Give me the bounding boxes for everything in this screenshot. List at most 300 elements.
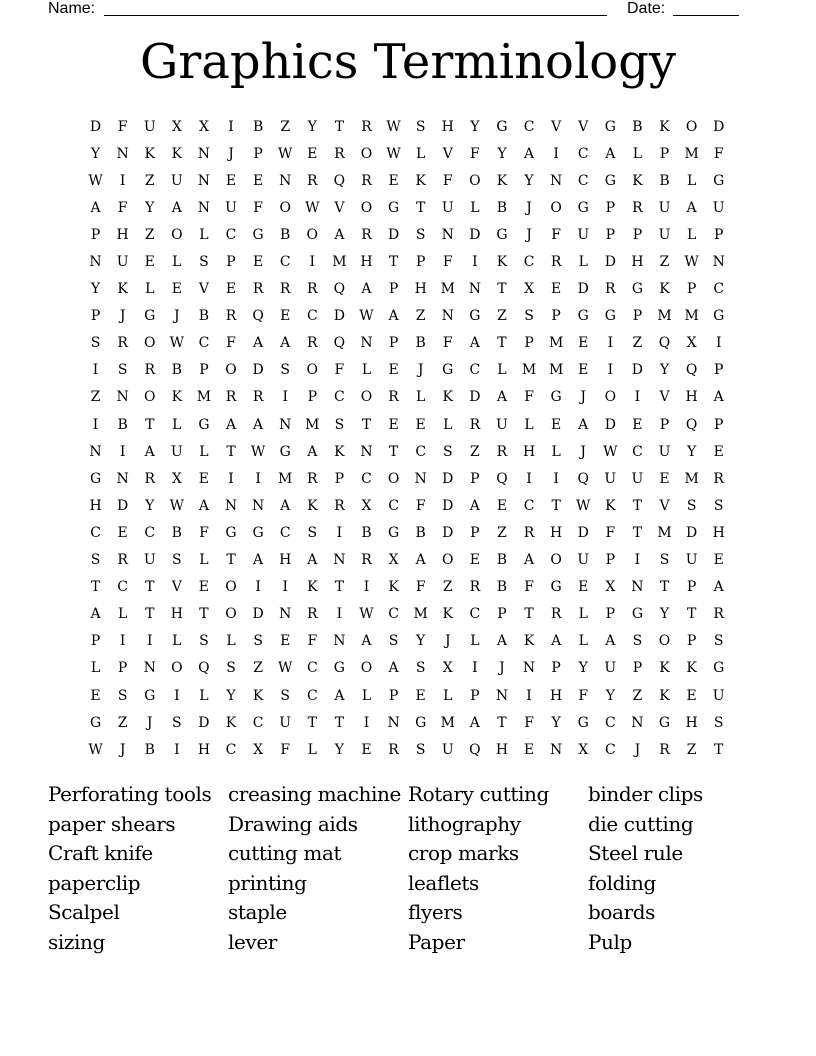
grid-letter: S xyxy=(415,741,426,758)
grid-letter: E xyxy=(225,281,237,298)
grid-letter: Y xyxy=(605,687,615,704)
grid-letter: Y xyxy=(90,145,101,162)
grid-letter: K xyxy=(307,497,318,514)
grid-letter: V xyxy=(578,118,589,135)
grid-letter: L xyxy=(172,416,182,433)
grid-letter: H xyxy=(116,226,129,243)
grid-letter: K xyxy=(659,118,670,135)
grid-letter: N xyxy=(522,660,536,677)
grid-letter: K xyxy=(659,281,670,298)
grid-letter: L xyxy=(90,660,101,677)
grid-letter: P xyxy=(686,579,697,596)
grid-letter: A xyxy=(523,552,535,569)
grid-letter: L xyxy=(416,145,426,162)
grid-letter: P xyxy=(307,389,317,406)
grid-letter: O xyxy=(225,362,237,379)
grid-letter: I xyxy=(119,443,126,460)
grid-letter: W xyxy=(250,443,266,460)
grid-letter: N xyxy=(116,470,129,487)
grid-letter: D xyxy=(685,524,698,541)
grid-letter: G xyxy=(496,226,508,243)
grid-letter: K xyxy=(388,579,399,596)
grid-letter: L xyxy=(443,416,453,433)
grid-letter: T xyxy=(199,606,209,623)
name-blank-line xyxy=(104,15,607,16)
grid-letter: W xyxy=(386,118,401,135)
grid-letter: C xyxy=(279,254,291,271)
grid-letter: W xyxy=(278,660,293,677)
grid-letter: D xyxy=(604,254,616,271)
grid-letter: T xyxy=(388,443,399,460)
grid-letter: S xyxy=(117,362,128,379)
grid-letter: U xyxy=(658,443,671,460)
grid-letter: P xyxy=(470,524,480,541)
grid-letter: E xyxy=(686,687,697,704)
grid-letter: T xyxy=(686,606,697,623)
grid-letter: T xyxy=(145,606,155,623)
grid-letter: J xyxy=(499,660,505,677)
grid-letter: P xyxy=(632,226,643,243)
grid-letter: M xyxy=(684,145,699,162)
grid-letter: L xyxy=(632,145,643,162)
grid-letter: Y xyxy=(307,118,317,135)
grid-letter: R xyxy=(252,389,264,406)
grid-letter: D xyxy=(252,362,264,379)
grid-letter: P xyxy=(605,199,616,216)
grid-letter: S xyxy=(632,633,643,650)
grid-letter: R xyxy=(117,335,128,352)
grid-letter: T xyxy=(226,552,236,569)
grid-letter: C xyxy=(90,524,101,541)
grid-letter: N xyxy=(360,335,373,352)
grid-letter: N xyxy=(116,389,129,406)
grid-letter: P xyxy=(551,308,561,325)
grid-letter: U xyxy=(631,470,644,487)
grid-letter: D xyxy=(577,524,589,541)
grid-letter: L xyxy=(578,254,588,271)
grid-letter: I xyxy=(526,470,532,487)
grid-letter: I xyxy=(228,470,234,487)
grid-letter: N xyxy=(279,416,292,433)
grid-letter: S xyxy=(90,552,101,569)
grid-letter: G xyxy=(631,281,644,298)
grid-letter: G xyxy=(387,199,400,216)
grid-letter: P xyxy=(551,660,561,677)
grid-letter: S xyxy=(280,362,290,379)
grid-letter: B xyxy=(496,579,508,596)
grid-letter: O xyxy=(143,389,156,406)
grid-letter: R xyxy=(361,118,372,135)
grid-letter: S xyxy=(172,552,182,569)
grid-letter: P xyxy=(686,633,697,650)
grid-letter: E xyxy=(632,416,643,433)
grid-letter: J xyxy=(417,362,424,379)
grid-letter: W xyxy=(359,606,374,623)
grid-letter: U xyxy=(604,470,617,487)
grid-letter: N xyxy=(143,660,156,677)
grid-letter: I xyxy=(255,579,261,596)
grid-letter: M xyxy=(657,524,672,541)
grid-letter: O xyxy=(225,606,237,623)
grid-letter: C xyxy=(117,579,128,596)
grid-letter: G xyxy=(333,660,345,677)
grid-letter: T xyxy=(334,714,345,731)
grid-letter: R xyxy=(279,281,291,298)
grid-letter: Y xyxy=(551,714,561,731)
grid-letter: L xyxy=(199,552,209,569)
grid-letter: L xyxy=(551,443,561,460)
grid-letter: N xyxy=(495,687,509,704)
word-bank-item: Paper xyxy=(408,929,465,954)
grid-letter: L xyxy=(199,687,209,704)
grid-letter: Y xyxy=(659,606,670,623)
grid-letter: X xyxy=(361,497,372,514)
grid-letter: S xyxy=(253,633,263,650)
grid-letter: Y xyxy=(334,741,345,758)
grid-letter: H xyxy=(550,687,563,704)
grid-letter: C xyxy=(144,524,156,541)
grid-letter: N xyxy=(441,226,454,243)
grid-letter: A xyxy=(171,199,182,216)
grid-letter: I xyxy=(119,633,126,650)
grid-letter: H xyxy=(495,741,509,758)
grid-letter: V xyxy=(334,199,345,216)
grid-letter: T xyxy=(714,741,724,758)
grid-letter: B xyxy=(117,416,128,433)
grid-letter: J xyxy=(580,389,587,406)
grid-letter: Y xyxy=(470,118,480,135)
grid-letter: M xyxy=(548,362,564,379)
grid-letter: H xyxy=(631,254,644,271)
grid-letter: J xyxy=(444,633,451,650)
grid-letter: A xyxy=(198,497,209,514)
grid-letter: I xyxy=(174,687,180,704)
grid-letter: P xyxy=(388,281,399,298)
grid-letter: K xyxy=(334,443,345,460)
grid-letter: P xyxy=(90,226,101,243)
grid-letter: A xyxy=(388,308,399,325)
grid-letter: L xyxy=(145,281,155,298)
grid-letter: U xyxy=(577,552,590,569)
word-bank-item: binder clips xyxy=(588,782,703,806)
grid-letter: O xyxy=(279,199,291,216)
grid-letter: Q xyxy=(198,660,210,677)
grid-letter: E xyxy=(659,470,670,487)
grid-letter: K xyxy=(632,172,643,189)
word-bank-item: Perforating tools xyxy=(48,782,212,806)
grid-letter: L xyxy=(578,633,588,650)
grid-letter: Z xyxy=(144,172,155,189)
grid-letter: I xyxy=(336,524,343,541)
grid-letter: T xyxy=(226,443,236,460)
grid-letter: R xyxy=(388,389,399,406)
grid-letter: O xyxy=(442,552,454,569)
word-bank-item: Drawing aids xyxy=(228,811,358,836)
grid-letter: K xyxy=(415,172,426,189)
grid-letter: O xyxy=(143,335,156,352)
grid-letter: L xyxy=(199,443,209,460)
grid-letter: T xyxy=(497,714,507,731)
grid-letter: E xyxy=(307,145,318,162)
grid-letter: U xyxy=(496,416,508,433)
grid-letter: D xyxy=(198,714,210,731)
grid-letter: C xyxy=(632,443,643,460)
grid-letter: G xyxy=(550,579,562,596)
grid-letter: K xyxy=(523,633,535,650)
grid-letter: E xyxy=(280,308,291,325)
grid-letter: O xyxy=(360,145,373,162)
grid-letter: R xyxy=(469,579,481,596)
grid-letter: W xyxy=(603,443,618,460)
grid-letter: U xyxy=(441,199,454,216)
grid-letter: R xyxy=(361,552,372,569)
grid-letter: H xyxy=(170,606,183,623)
grid-letter: E xyxy=(551,281,562,298)
grid-letter: U xyxy=(170,172,183,189)
grid-letter: S xyxy=(280,687,290,704)
grid-letter: L xyxy=(443,687,453,704)
grid-letter: S xyxy=(659,552,670,569)
grid-letter: D xyxy=(442,524,454,541)
grid-letter: G xyxy=(658,714,671,731)
grid-letter: P xyxy=(117,660,128,677)
grid-letter: P xyxy=(605,552,616,569)
grid-letter: F xyxy=(307,633,318,650)
grid-letter: S xyxy=(686,497,697,514)
grid-letter: Q xyxy=(496,470,508,487)
grid-letter: J xyxy=(174,308,180,325)
grid-letter: Y xyxy=(578,660,588,677)
grid-letter: U xyxy=(116,254,129,271)
grid-letter: N xyxy=(468,281,481,298)
grid-letter: M xyxy=(440,714,455,731)
grid-letter: A xyxy=(253,416,264,433)
grid-letter: F xyxy=(551,226,561,243)
grid-letter: S xyxy=(415,226,426,243)
grid-letter: G xyxy=(415,714,427,731)
grid-letter: K xyxy=(117,281,128,298)
grid-letter: E xyxy=(713,443,724,460)
grid-letter: N xyxy=(441,308,454,325)
grid-letter: R xyxy=(361,172,372,189)
grid-letter: D xyxy=(333,308,345,325)
grid-letter: N xyxy=(414,470,427,487)
grid-letter: D xyxy=(387,226,400,243)
grid-letter: A xyxy=(280,335,291,352)
grid-letter: Y xyxy=(226,687,236,704)
grid-letter: A xyxy=(307,443,318,460)
grid-letter: R xyxy=(388,741,399,758)
grid-letter: L xyxy=(578,606,588,623)
grid-letter: T xyxy=(334,579,345,596)
grid-letter: T xyxy=(497,281,507,298)
grid-letter: K xyxy=(144,145,155,162)
grid-letter: H xyxy=(197,741,211,758)
grid-letter: W xyxy=(169,497,185,514)
grid-letter: R xyxy=(659,741,670,758)
grid-letter: U xyxy=(685,552,698,569)
grid-letter: E xyxy=(171,281,182,298)
grid-letter: S xyxy=(713,497,724,514)
grid-letter: Z xyxy=(632,687,643,704)
grid-letter: T xyxy=(361,416,372,433)
grid-letter: G xyxy=(144,687,156,704)
grid-letter: X xyxy=(388,552,399,569)
grid-letter: E xyxy=(388,362,399,379)
grid-letter: B xyxy=(280,226,291,243)
grid-letter: M xyxy=(657,308,672,325)
grid-letter: R xyxy=(252,281,264,298)
grid-letter: A xyxy=(388,660,399,677)
grid-letter: N xyxy=(279,606,292,623)
word-bank-item: sizing xyxy=(48,929,105,954)
grid-letter: T xyxy=(524,606,534,623)
grid-letter: T xyxy=(497,335,507,352)
grid-letter: H xyxy=(550,524,563,541)
grid-letter: C xyxy=(334,389,345,406)
grid-letter: R xyxy=(632,199,643,216)
grid-letter: F xyxy=(442,254,453,271)
grid-letter: E xyxy=(225,172,237,189)
grid-letter: W xyxy=(169,335,185,352)
grid-letter: F xyxy=(524,389,534,406)
grid-letter: T xyxy=(659,579,670,596)
grid-letter: A xyxy=(144,443,155,460)
grid-letter: K xyxy=(171,389,183,406)
grid-letter: N xyxy=(279,172,292,189)
grid-letter: A xyxy=(551,633,562,650)
grid-letter: P xyxy=(686,281,697,298)
grid-letter: P xyxy=(470,687,480,704)
grid-letter: P xyxy=(253,145,263,162)
grid-letter: W xyxy=(359,308,374,325)
grid-letter: R xyxy=(550,606,562,623)
grid-letter: A xyxy=(361,633,372,650)
word-bank-item: Pulp xyxy=(588,929,632,954)
grid-letter: F xyxy=(253,199,263,216)
grid-letter: N xyxy=(333,633,346,650)
grid-letter: G xyxy=(89,714,102,731)
grid-letter: R xyxy=(605,281,616,298)
grid-letter: G xyxy=(387,524,400,541)
grid-letter: R xyxy=(307,172,318,189)
grid-letter: P xyxy=(632,660,643,677)
grid-letter: N xyxy=(251,497,265,514)
grid-letter: T xyxy=(632,524,643,541)
grid-letter: F xyxy=(524,714,534,731)
grid-letter: R xyxy=(361,226,372,243)
grid-letter: U xyxy=(225,199,237,216)
word-bank-item: Craft knife xyxy=(48,841,153,866)
grid-letter: C xyxy=(306,660,318,677)
grid-letter: K xyxy=(171,145,183,162)
grid-letter: T xyxy=(307,714,317,731)
grid-letter: J xyxy=(580,443,587,460)
grid-letter: N xyxy=(89,254,102,271)
grid-letter: P xyxy=(470,470,480,487)
grid-letter: I xyxy=(309,254,316,271)
grid-letter: X xyxy=(524,281,535,298)
grid-letter: L xyxy=(361,362,372,379)
grid-letter: C xyxy=(279,524,291,541)
grid-letter: A xyxy=(713,579,724,596)
grid-letter: G xyxy=(144,308,156,325)
grid-letter: C xyxy=(523,254,535,271)
grid-letter: W xyxy=(386,145,401,162)
grid-letter: D xyxy=(631,362,644,379)
grid-letter: B xyxy=(496,199,508,216)
grid-letter: G xyxy=(577,714,589,731)
grid-letter: B xyxy=(415,335,426,352)
grid-letter: L xyxy=(524,416,534,433)
grid-letter: N xyxy=(116,145,129,162)
grid-letter: T xyxy=(145,579,155,596)
grid-letter: J xyxy=(228,145,234,162)
grid-letter: W xyxy=(88,172,103,189)
grid-letter: C xyxy=(523,497,535,514)
grid-letter: A xyxy=(578,416,589,433)
grid-letter: L xyxy=(226,633,236,650)
grid-letter: B xyxy=(198,308,210,325)
grid-letter: K xyxy=(496,172,508,189)
grid-letter: A xyxy=(605,633,616,650)
grid-letter: I xyxy=(553,470,559,487)
grid-letter: Y xyxy=(416,633,426,650)
grid-letter: F xyxy=(442,172,453,189)
grid-letter: O xyxy=(685,118,698,135)
grid-letter: Q xyxy=(333,335,346,352)
grid-letter: I xyxy=(282,389,288,406)
grid-letter: I xyxy=(526,687,532,704)
grid-letter: I xyxy=(472,254,478,271)
grid-letter: F xyxy=(470,145,480,162)
grid-letter: K xyxy=(442,389,453,406)
grid-letter: P xyxy=(524,335,534,352)
grid-letter: G xyxy=(713,172,725,189)
grid-letter: U xyxy=(170,443,183,460)
grid-letter: J xyxy=(634,741,641,758)
grid-letter: Z xyxy=(469,443,480,460)
grid-letter: A xyxy=(90,199,101,216)
grid-letter: B xyxy=(144,741,155,758)
grid-letter: E xyxy=(252,254,264,271)
grid-letter: R xyxy=(225,308,237,325)
grid-letter: X xyxy=(442,660,453,677)
grid-letter: N xyxy=(197,172,211,189)
grid-letter: A xyxy=(496,389,508,406)
grid-letter: P xyxy=(659,416,670,433)
grid-letter: Y xyxy=(659,362,670,379)
grid-letter: I xyxy=(607,335,614,352)
grid-letter: M xyxy=(684,470,699,487)
grid-letter: E xyxy=(198,579,210,596)
grid-letter: C xyxy=(523,118,535,135)
grid-letter: R xyxy=(469,416,481,433)
grid-letter: G xyxy=(89,470,102,487)
grid-letter: B xyxy=(252,118,264,135)
grid-letter: K xyxy=(659,660,670,677)
grid-letter: P xyxy=(90,308,101,325)
grid-letter: I xyxy=(634,552,641,569)
grid-letter: S xyxy=(307,524,318,541)
grid-letter: I xyxy=(174,741,180,758)
grid-letter: G xyxy=(469,308,481,325)
grid-letter: F xyxy=(605,524,616,541)
grid-letter: S xyxy=(172,714,182,731)
grid-letter: X xyxy=(578,741,589,758)
grid-letter: Z xyxy=(659,254,670,271)
grid-letter: R xyxy=(550,254,562,271)
